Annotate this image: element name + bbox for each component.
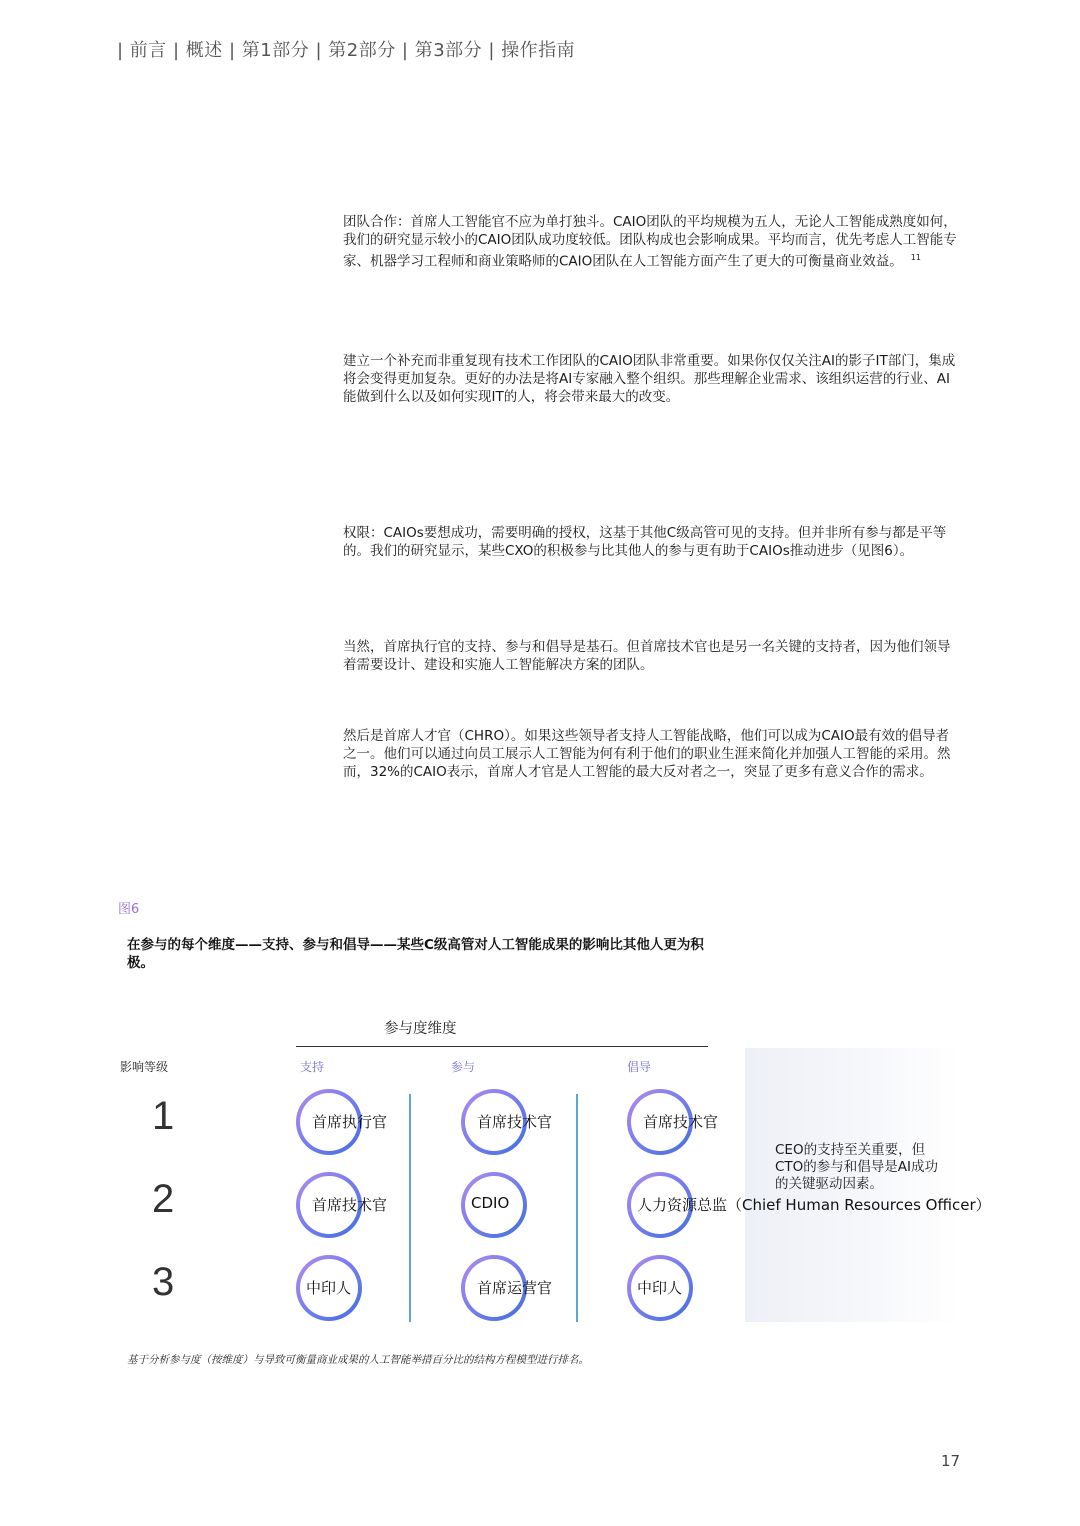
cell-label: 首席技术官 (643, 1113, 719, 1131)
impact-rank-label: 影响等级 (120, 1060, 169, 1074)
paragraph-authority: 权限：CAIOs要想成功，需要明确的授权，这基于其他C级高管可见的支持。但并非所有参与都是平等的。我们的研究显示，某些CXO的积极参与比其他人的参与更有助于CAIOs推动进步（见图6）。 (343, 525, 947, 559)
paragraph-ceo-cto: 当然，首席执行官的支持、参与和倡导是基石。但首席技术官也是另一名关键的支持者，因为他们领导着需要设计、建设和实施人工智能解决方案的团队。 (343, 639, 951, 673)
header-rule (296, 1046, 708, 1047)
paragraph-team-integration: 建立一个补充而非重复现有技术工作团队的CAIO团队非常重要。如果你仅仅关注AI的影子IT部门，集成将会变得更加复杂。更好的办法是将AI专家融入整个组织。那些理解企业需求、该组织运营的行业、AI能做到什么以及如何实现IT的人，将会带来最大的改变。 (343, 353, 956, 405)
cell-label: 首席运营官 (477, 1279, 553, 1297)
note-text: CEO的支持至关重要，但CTO的参与和倡导是AI成功的关键驱动因素。 (775, 1142, 939, 1192)
figure-title: 在参与的每个维度——支持、参与和倡导——某些C级高管对人工智能成果的影响比其他人更为积极。 (127, 937, 704, 971)
paragraph-teamwork (343, 213, 958, 271)
paragraph-teamwork-text: 团队合作：首席人工智能官不应为单打独斗。CAIO团队的平均规模为五人，无论人工智能成熟度如何，我们的研究显示较小的CAIO团队成功度较低。团队构成也会影响成果。平均而言，优先考虑人工智能专家、机器学习工程师和商业策略师的CAIO团队在人工智能方面产生了更大的可衡量商业效益。 (343, 214, 957, 270)
cell-label: 中印人 (637, 1279, 683, 1297)
paragraph-chro: 然后是首席人才官（CHRO）。如果这些领导者支持人工智能战略，他们可以成为CAIO最有效的倡导者之一。他们可以通过向员工展示人工智能为何有利于他们的职业生涯来简化并加强人工智能的采用。然而，32%的CAIO表示，首席人才官是人工智能的最大反对者之一，突显了更多有意义合作的需求。 (343, 728, 951, 780)
rank-number: 2 (152, 1177, 175, 1221)
dimension-header: 参与度维度 (384, 1021, 457, 1037)
column-header-participation: 参与 (451, 1060, 476, 1074)
cell-label: 中印人 (306, 1279, 352, 1297)
page-number: 17 (941, 1452, 961, 1470)
column-header-advocacy: 倡导 (627, 1060, 652, 1074)
column-header-support: 支持 (300, 1060, 325, 1074)
cell-label: CDIO (471, 1194, 510, 1212)
rank-number: 3 (152, 1260, 175, 1304)
cell-label: 首席技术官 (312, 1196, 388, 1214)
footnote-ref: 11 (910, 253, 921, 262)
figure-caption: 基于分析参与度（按维度）与导致可衡量商业成果的人工智能举措百分比的结构方程模型进行排名。 (127, 1354, 589, 1366)
column-divider (409, 1094, 411, 1322)
column-divider (576, 1094, 578, 1322)
cell-label: 人力资源总监（Chief Human Resources Officer） (637, 1196, 991, 1214)
figure-label: 图6 (118, 902, 140, 917)
rank-number: 1 (152, 1094, 175, 1138)
cell-label: 首席执行官 (312, 1113, 388, 1131)
cell-label: 首席技术官 (477, 1113, 553, 1131)
section-nav[interactable]: | 前言 | 概述 | 第1部分 | 第2部分 | 第3部分 | 操作指南 (117, 40, 576, 61)
